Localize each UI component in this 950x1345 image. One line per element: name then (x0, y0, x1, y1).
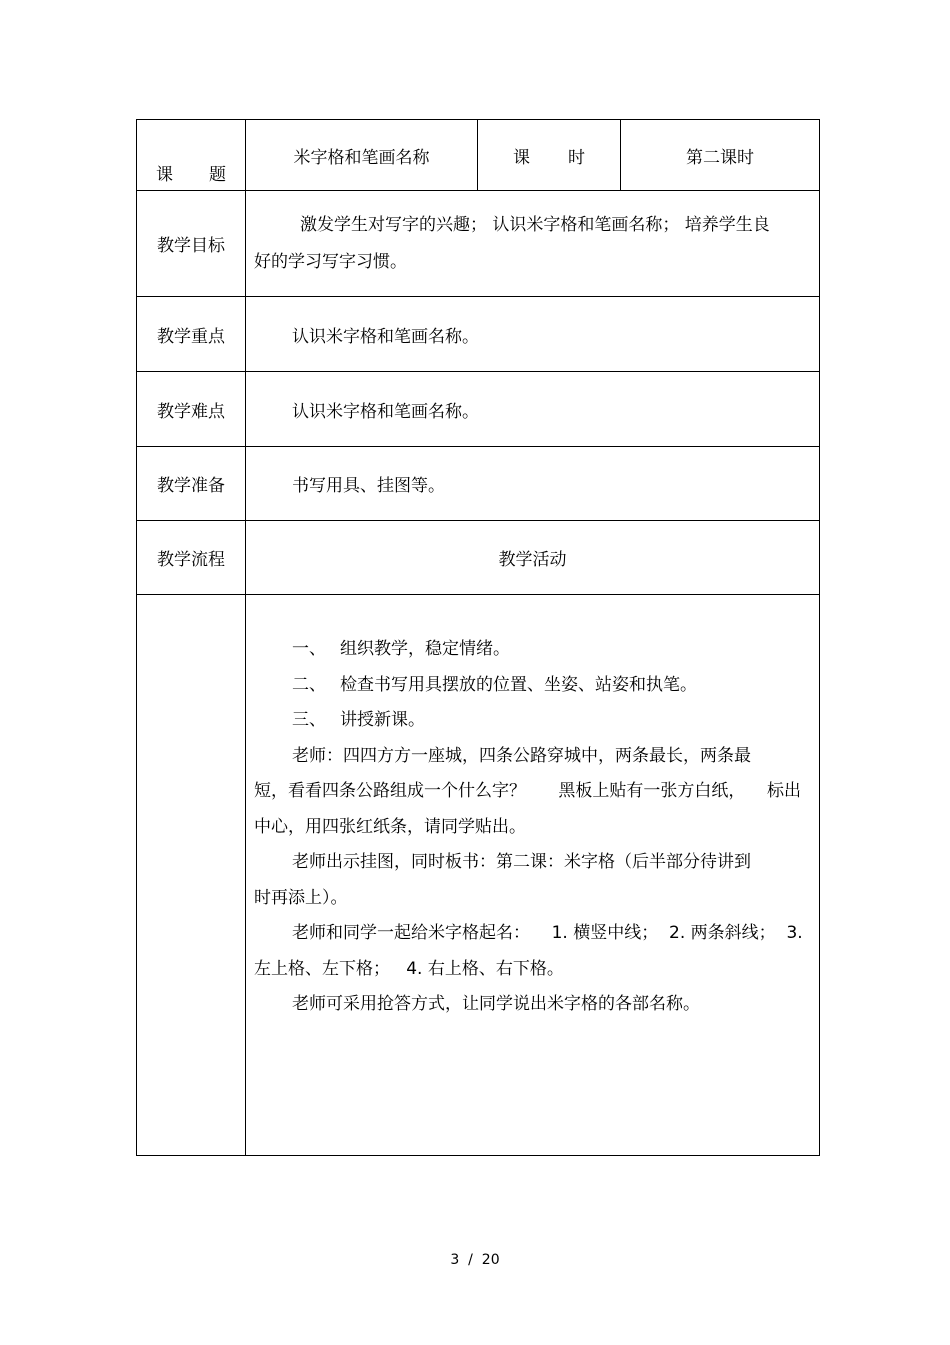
goal-label: 教学目标 (137, 191, 246, 297)
difficulty-label: 教学难点 (137, 372, 246, 447)
preparation-label: 教学准备 (137, 447, 246, 521)
goal-value: 激发学生对写字的兴趣； 认识米字格和笔画名称； 培养学生良 好的学习写字习惯。 (246, 191, 820, 297)
difficulty-value: 认识米字格和笔画名称。 (246, 372, 820, 447)
paragraph-line: 左上格、左下格； 4. 右上格、右下格。 (254, 958, 564, 979)
paragraph-line: 中心，用四张红纸条，请同学贴出。 (254, 816, 526, 837)
list-item: 三、 讲授新课。 (292, 710, 425, 730)
key-point-row (137, 297, 820, 372)
preparation-value: 书写用具、挂图等。 (246, 447, 820, 521)
flow-value: 教学活动 (246, 521, 820, 595)
paragraph: 老师出示挂图，同时板书：第二课：米字格（后半部分待讲到 (292, 852, 751, 872)
difficulty-row (137, 372, 820, 447)
paragraph-line: 短，看看四条公路组成一个什么字？ 黑板上贴有一张方白纸， 标出 (254, 781, 802, 801)
topic-row (137, 120, 820, 191)
list-item: 二、 检查书写用具摆放的位置、坐姿、站姿和执笔。 (292, 674, 697, 695)
key-point-label: 教学重点 (137, 297, 246, 372)
topic-label: 课 题 (137, 120, 246, 191)
preparation-row (137, 447, 820, 521)
lesson-plan-table (136, 119, 820, 1156)
paragraph-line: 时再添上）。 (254, 887, 348, 908)
flow-label: 教学流程 (137, 521, 246, 595)
key-point-value: 认识米字格和笔画名称。 (246, 297, 820, 372)
period-value: 第二课时 (621, 120, 820, 191)
content-row (137, 595, 820, 1156)
paragraph: 老师：四四方方一座城，四条公路穿城中，两条最长，两条最 (292, 745, 751, 766)
page-number: 3 / 20 (450, 1252, 500, 1268)
period-label: 课 时 (478, 120, 621, 191)
content-label-empty (137, 595, 246, 1156)
paragraph: 老师和同学一起给米字格起名： 1. 横竖中线； 2. 两条斜线； 3. (292, 923, 803, 943)
list-item: 一、 组织教学，稳定情绪。 (292, 639, 510, 659)
teaching-activity-content (246, 595, 820, 1156)
topic-value: 米字格和笔画名称 (246, 120, 478, 191)
flow-row (137, 521, 820, 595)
paragraph: 老师可采用抢答方式，让同学说出米字格的各部名称。 (292, 994, 700, 1014)
goal-row (137, 191, 820, 297)
